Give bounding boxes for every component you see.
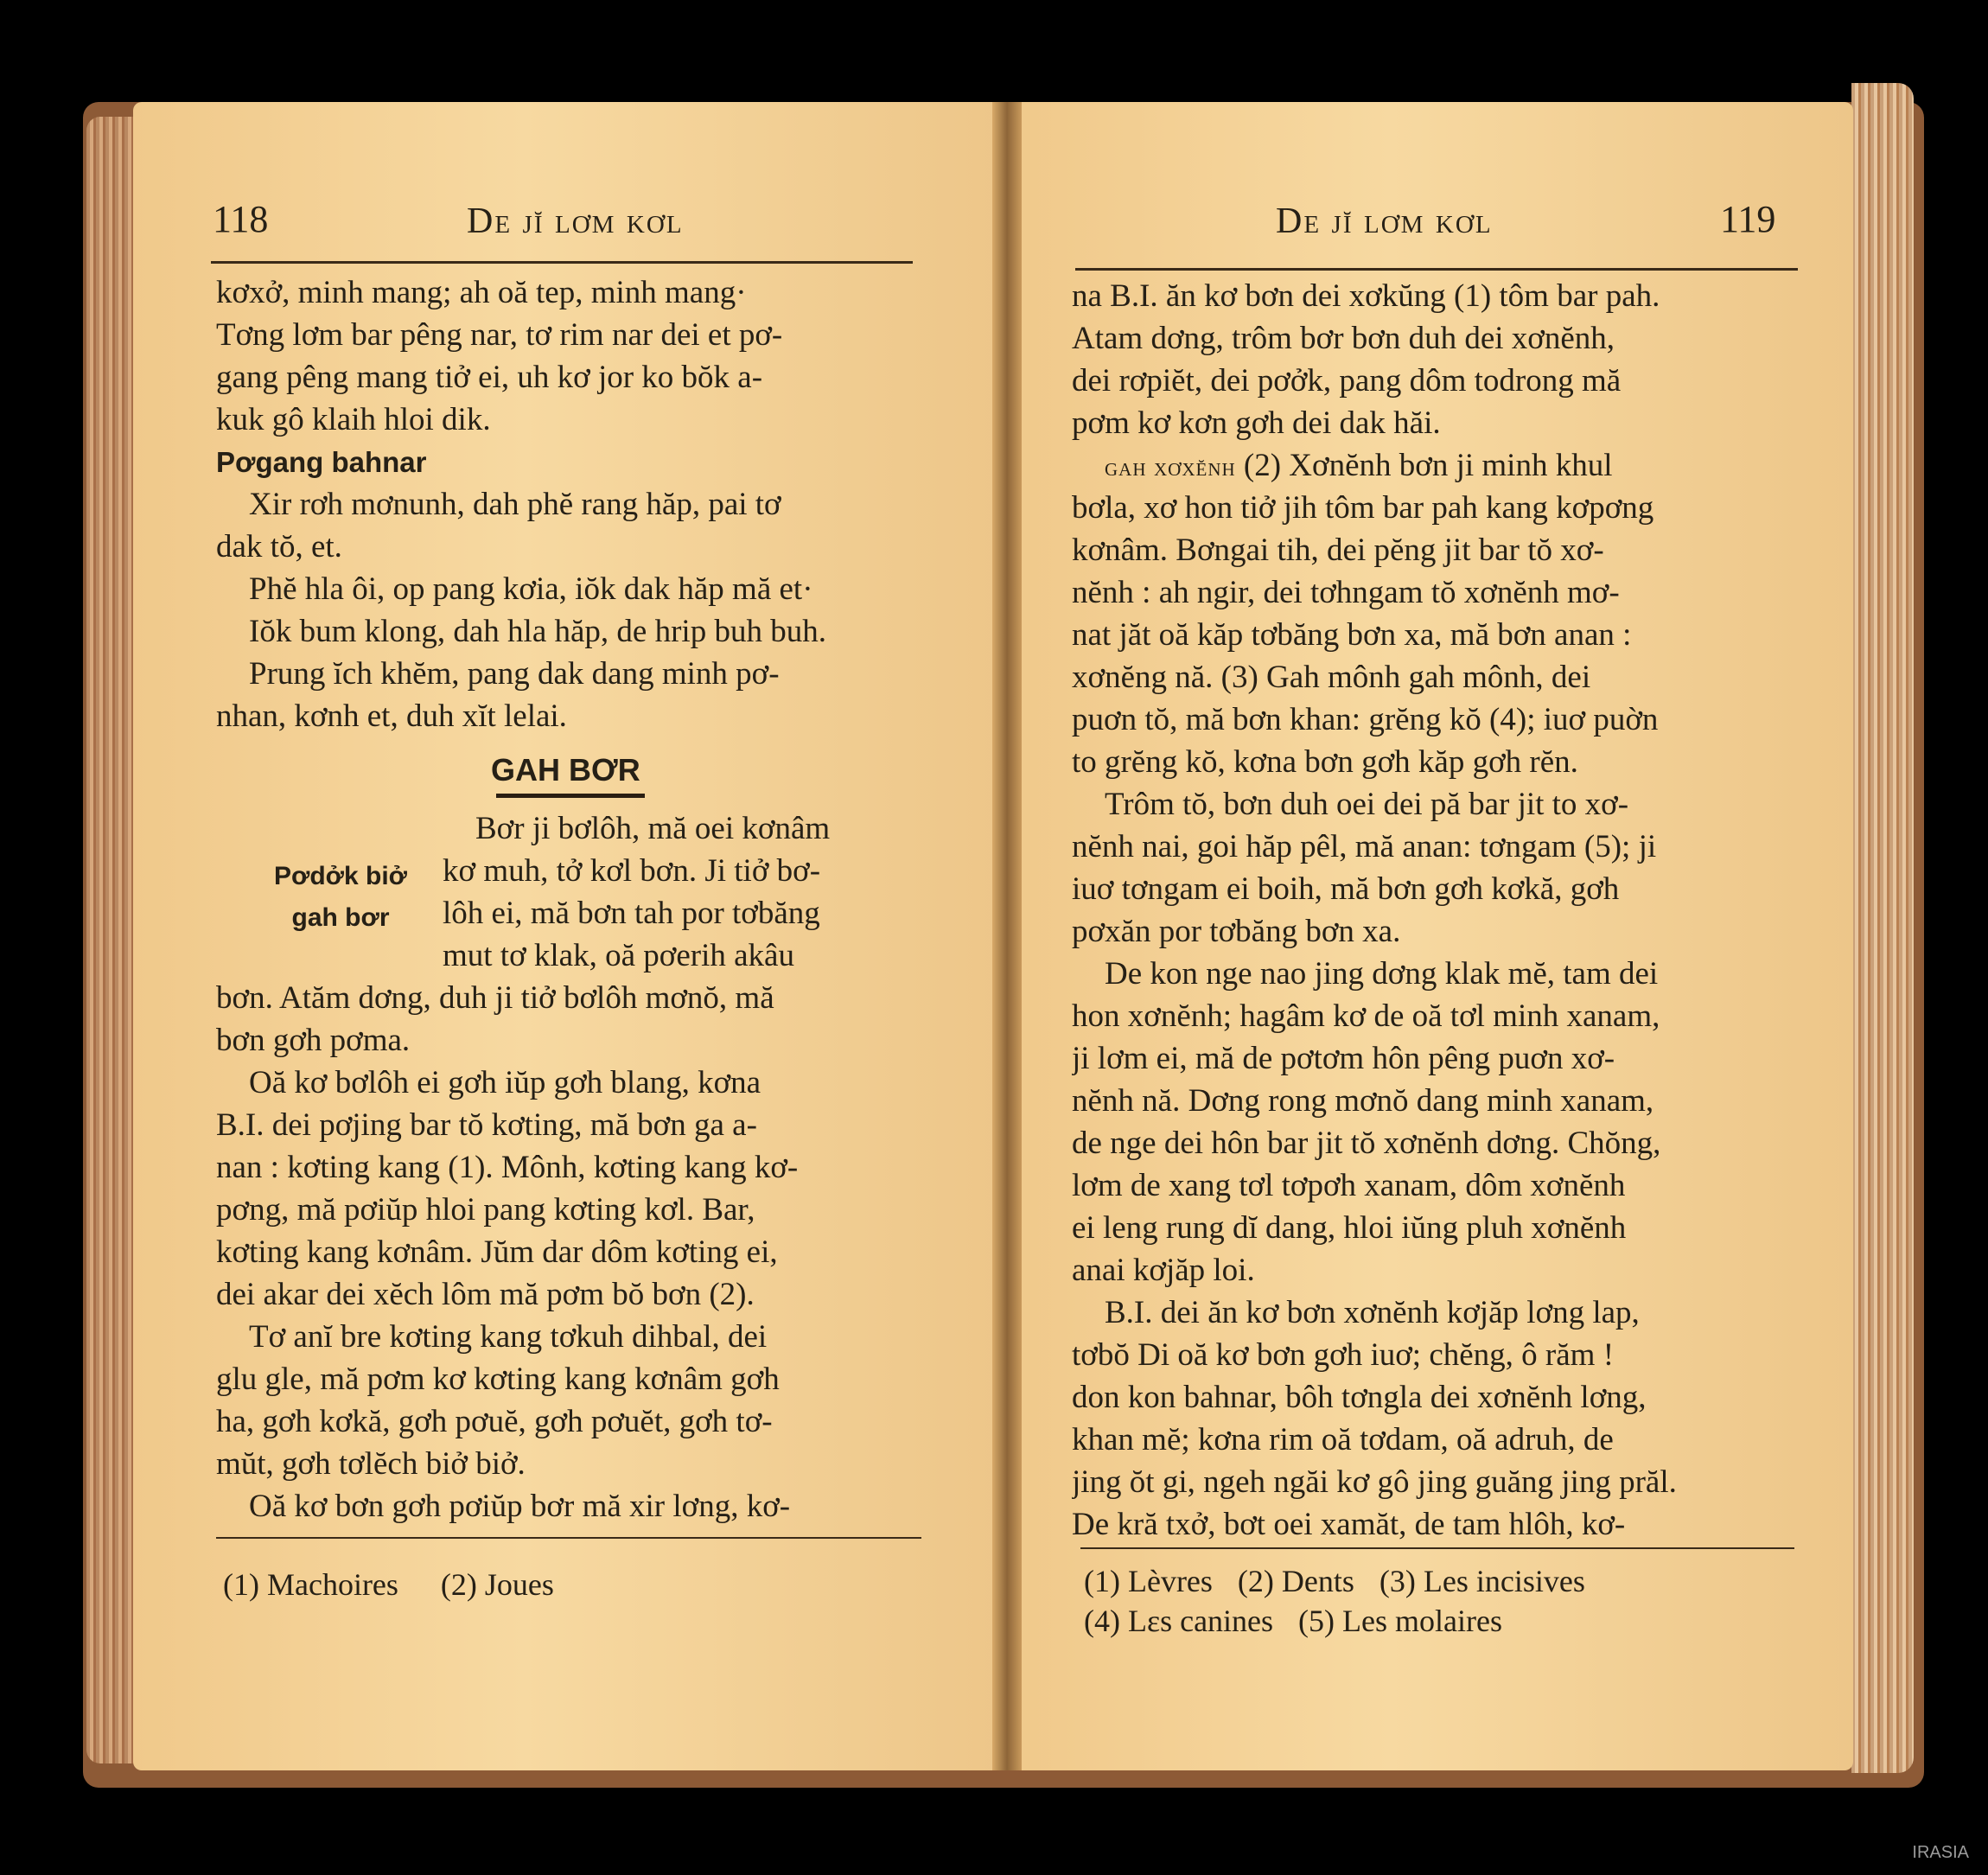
watermark: IRASIA — [1912, 1843, 1969, 1862]
text-line: gang pêng mang tiở ei, uh kơ jor ko bŏk a- — [216, 360, 763, 395]
text-line: Phĕ hla ôi, op pang kơia, iŏk dak hăp mă et· — [249, 571, 813, 607]
text-line: kơxở, minh mang; ah oă tep, minh mang· — [216, 275, 747, 310]
text-line: Tơng lơm bar pêng nar, tơ rim nar dei et pơ- — [216, 317, 783, 353]
left-text-top — [216, 271, 826, 737]
footnote-rule — [216, 1537, 921, 1539]
text-line: lôh ei, mă bơn tah por tơbăng — [443, 896, 820, 931]
text-line: mut tơ klak, oă pơerih akâu — [443, 938, 794, 973]
text-line: hon xơnĕnh; hagâm kơ de oă tơl minh xanam, — [1072, 998, 1660, 1034]
header-rule — [211, 261, 913, 264]
text-line: pơm kơ kơn gơh dei dak hăi. — [1072, 405, 1441, 441]
text-line: Oă kơ bơn gơh pơiŭp bơr mă xir lơng, kơ- — [249, 1489, 791, 1524]
subheading: Pơgang bahnar — [216, 446, 427, 478]
running-title: De jĭ lơm kơl — [1276, 201, 1493, 241]
text-line: khan mĕ; kơna rim oă tơdam, oă adruh, de — [1072, 1422, 1614, 1457]
text-line: Bơr ji bơlôh, mă oei kơnâm — [475, 811, 831, 846]
text-line: anai kơjăp loi. — [1072, 1253, 1255, 1288]
text-line: Oă kơ bơlôh ei gơh iŭp gơh blang, kơna — [249, 1065, 761, 1100]
text-line: nĕnh nai, goi hăp pêl, mă anan: tơngam (5); ji — [1072, 829, 1657, 864]
text-line: nĕnh : ah ngir, dei tơhngam tŏ xơnĕnh mơ- — [1072, 575, 1620, 610]
text-line: lơm de xang tơl tơpơh xanam, dôm xơnĕnh — [1072, 1168, 1626, 1203]
left-page-header — [133, 197, 1003, 266]
section-heading-underline — [496, 794, 645, 798]
text-line: xơnĕng nă. (3) Gah mônh gah mônh, dei — [1072, 660, 1591, 695]
page-number: 118 — [213, 198, 269, 240]
footnote: (5) Les molaires — [1298, 1604, 1502, 1638]
footnote-line — [1084, 1601, 1620, 1641]
right-page — [1011, 102, 1853, 1770]
text-line: na B.I. ăn kơ bơn dei xơkŭng (1) tôm bar pah. — [1072, 278, 1660, 314]
text-line: tơbŏ Di oă kơ bơn gơh iuơ; chĕng, ô răm ! — [1072, 1337, 1615, 1373]
text-line: de nge dei hôn bar jit tŏ xơnĕnh dơng. Chŏng, — [1072, 1126, 1661, 1161]
text-line: nat jăt oă kăp tơbăng bơn xa, mă bơn anan : — [1072, 617, 1632, 653]
text-line: Prung ĭch khĕm, pang dak dang minh pơ- — [249, 656, 780, 692]
text-line: kuk gô klaih hloi dik. — [216, 402, 491, 437]
text-line: ji lơm ei, mă de pơtơm hôn pêng puơn xơ- — [1072, 1041, 1615, 1076]
footnotes — [223, 1565, 589, 1604]
header-rule — [1075, 268, 1798, 271]
right-text-top — [1072, 275, 1677, 1546]
text-line: Xir rơh mơnunh, dah phĕ rang hăp, pai tơ — [249, 487, 781, 522]
text-line: kơ muh, tở kơl bơn. Ji tiở bơ- — [443, 853, 821, 889]
left-page-edges — [86, 117, 135, 1763]
footnotes — [1084, 1561, 1620, 1641]
text-line: bơn gơh pơma. — [216, 1023, 411, 1058]
text-line: pơng, mă pơiŭp hloi pang kơting kơl. Bar, — [216, 1192, 755, 1228]
text-line: bơla, xơ hon tiở jih tôm bar pah kang kơpơng — [1072, 490, 1654, 526]
text-line — [1072, 444, 1677, 487]
text-line: nhan, kơnh et, duh xĭt lelai. — [216, 698, 567, 734]
footnote: (3) Les incisives — [1379, 1564, 1585, 1598]
text-line: kơnâm. Bơngai tih, dei pĕng jit bar tŏ xơ- — [1072, 533, 1604, 568]
footnote: (4) Lεs canines — [1084, 1604, 1274, 1638]
text-line: Iŏk bum klong, dah hla hăp, de hrip buh buh. — [249, 614, 826, 649]
page-number: 119 — [1720, 198, 1776, 240]
text-line: dak tŏ, et. — [216, 529, 342, 564]
text-line: ha, gơh kơkă, gơh pơuĕ, gơh pơuĕt, gơh tơ- — [216, 1404, 773, 1439]
left-text-bottom — [216, 977, 798, 1527]
text-line: De kon nge nao jing dơng klak mĕ, tam dei — [1105, 956, 1659, 992]
running-title: De jĭ lơm kơl — [467, 201, 684, 241]
text-line: dei rơpiĕt, dei pơởk, pang dôm todrong mă — [1072, 363, 1622, 399]
text-line: jing ŏt gi, ngeh ngăi kơ gô jing guăng jing prăl. — [1072, 1464, 1677, 1500]
margin-note-line: Pơdởk biở — [274, 862, 407, 890]
right-page-edges — [1851, 83, 1914, 1773]
footnote: (2) Joues — [440, 1567, 554, 1602]
text-line: De kră txở, bơt oei xamăt, de tam hlôh, kơ- — [1072, 1507, 1626, 1542]
left-text-beside-note — [443, 807, 830, 977]
footnote-line — [1084, 1561, 1620, 1601]
text-line: Atam dơng, trôm bơr bơn duh dei xơnĕnh, — [1072, 321, 1615, 356]
footnote: (1) Lèvres — [1084, 1564, 1213, 1598]
text-line: B.I. dei pơjing bar tŏ kơting, mă bơn ga a- — [216, 1107, 757, 1143]
text-fragment: (2) Xơnĕnh bơn ji minh khul — [1243, 448, 1613, 483]
text-line: mŭt, gơh tơlĕch biở biở. — [216, 1446, 526, 1482]
book-spine — [992, 102, 1022, 1770]
text-line: Trôm tŏ, bơn duh oei dei pă bar jit to xơ- — [1105, 787, 1629, 822]
section-heading: GAH BƠR — [491, 752, 640, 788]
inline-heading: gah xơxĕnh — [1105, 453, 1236, 482]
margin-note-line: gah bơr — [291, 903, 390, 932]
text-line: kơting kang kơnâm. Jŭm dar dôm kơting ei, — [216, 1234, 778, 1270]
text-line: bơn. Atăm dơng, duh ji tiở bơlôh mơnŏ, mă — [216, 980, 774, 1016]
footnote: (2) Dents — [1237, 1564, 1354, 1598]
text-line: nĕnh nă. Dơng rong mơnŏ dang minh xanam, — [1072, 1083, 1654, 1119]
text-line: dei akar dei xĕch lôm mă pơm bŏ bơn (2). — [216, 1277, 755, 1312]
text-line: to grĕng kŏ, kơna bơn gơh kăp gơh rĕn. — [1072, 744, 1578, 780]
text-line: don kon bahnar, bôh tơngla dei xơnĕnh lơng, — [1072, 1380, 1647, 1415]
text-line: Tơ anĭ bre kơting kang tơkuh dihbal, dei — [249, 1319, 768, 1355]
footnote-rule — [1080, 1547, 1794, 1549]
footnote: (1) Machoires — [223, 1567, 398, 1602]
right-page-header — [1011, 197, 1853, 266]
text-line: ei leng rung dĭ dang, hloi iŭng pluh xơnĕnh — [1072, 1210, 1627, 1246]
text-line: puơn tŏ, mă bơn khan: grĕng kŏ (4); iuơ puờn — [1072, 702, 1659, 737]
text-line: B.I. dei ăn kơ bơn xơnĕnh kơjăp lơng lap, — [1105, 1295, 1640, 1330]
text-line: glu gle, mă pơm kơ kơting kang kơnâm gơh — [216, 1362, 780, 1397]
text-line: pơxăn por tơbăng bơn xa. — [1072, 914, 1401, 949]
left-page — [133, 102, 1003, 1770]
text-line: iuơ tơngam ei boih, mă bơn gơh kơkă, gơh — [1072, 871, 1620, 907]
margin-note — [254, 856, 427, 939]
text-line: nan : kơting kang (1). Mônh, kơting kang kơ- — [216, 1150, 799, 1185]
